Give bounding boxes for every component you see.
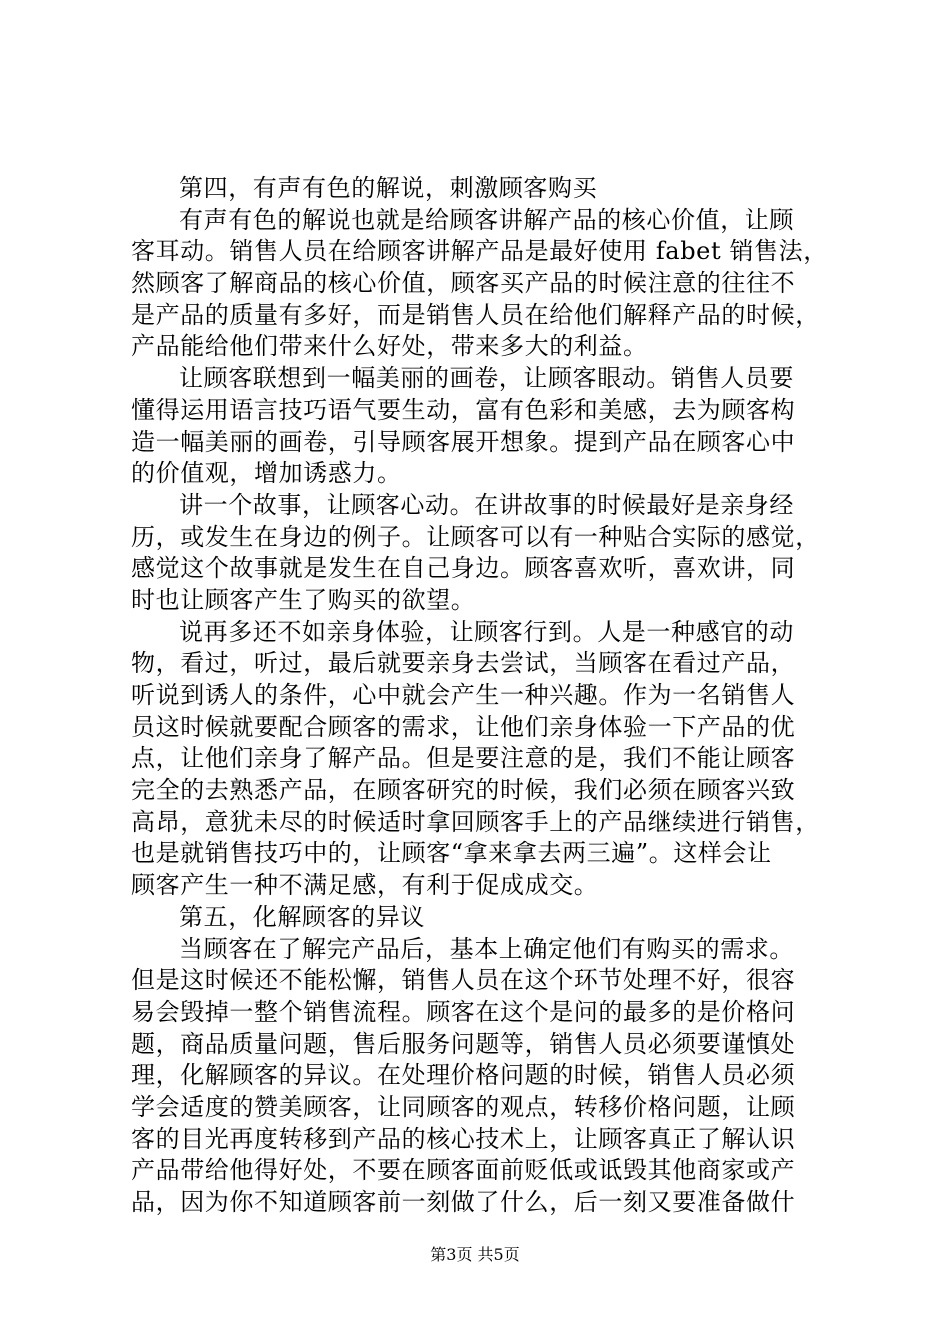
paragraph-line: 客的目光再度转移到产品的核心技术上，让顾客真正了解认识 [131, 1124, 796, 1153]
paragraph-line: 客耳动。销售人员在给顾客讲解产品是最好使用 fabet 销售法， [131, 237, 828, 266]
paragraph-line: 产品能给他们带来什么好处，带来多大的利益。 [131, 332, 648, 361]
paragraph-line: 然顾客了解商品的核心价值，顾客买产品的时候注意的往往不 [131, 269, 796, 298]
section-heading-5: 第五，化解顾客的异议 [179, 902, 425, 931]
paragraph-line: 点，让他们亲身了解产品。但是要注意的是，我们不能让顾客 [131, 744, 796, 773]
paragraph-line: 理，化解顾客的异议。在处理价格问题的时候，销售人员必须 [131, 1061, 796, 1090]
paragraph-line: 说再多还不如亲身体验，让顾客行到。人是一种感官的动 [179, 617, 794, 646]
paragraph-line: 让顾客联想到一幅美丽的画卷，让顾客眼动。销售人员要 [179, 364, 794, 393]
paragraph-line: 易会毁掉一整个销售流程。顾客在这个是问的最多的是价格问 [131, 997, 796, 1026]
document-body [131, 173, 831, 1219]
paragraph-line: 题，商品质量问题，售后服务问题等，销售人员必须要谨慎处 [131, 1029, 796, 1058]
paragraph-line: 是产品的质量有多好，而是销售人员在给他们解释产品的时候， [131, 300, 820, 329]
paragraph-line: 讲一个故事，让顾客心动。在讲故事的时候最好是亲身经 [179, 490, 794, 519]
paragraph-line: 听说到诱人的条件，心中就会产生一种兴趣。作为一名销售人 [131, 681, 796, 709]
paragraph-line: 历，或发生在身边的例子。让顾客可以有一种贴合实际的感觉， [131, 522, 820, 551]
paragraph-line: 物，看过，听过，最后就要亲身去尝试，当顾客在看过产品， [131, 649, 796, 678]
paragraph-line: 也是就销售技巧中的，让顾客“拿来拿去两三遍”。这样会让 [131, 839, 772, 868]
paragraph-line: 当顾客在了解完产品后，基本上确定他们有购买的需求。 [179, 934, 794, 963]
paragraph-line: 感觉这个故事就是发生在自己身边。顾客喜欢听，喜欢讲，同 [131, 554, 796, 583]
paragraph-line: 有声有色的解说也就是给顾客讲解产品的核心价值，让顾 [179, 205, 794, 234]
paragraph-line: 顾客产生一种不满足感，有利于促成成交。 [131, 871, 599, 900]
paragraph-line: 品，因为你不知道顾客前一刻做了什么，后一刻又要准备做什 [131, 1188, 796, 1216]
paragraph-line: 产品带给他得好处，不要在顾客面前贬低或诋毁其他商家或产 [131, 1156, 796, 1185]
paragraph-line: 高昂，意犹未尽的时候适时拿回顾客手上的产品继续进行销售， [131, 807, 820, 836]
paragraph-line: 造一幅美丽的画卷，引导顾客展开想象。提到产品在顾客心中 [131, 427, 796, 456]
paragraph-line: 但是这时候还不能松懈，销售人员在这个环节处理不好，很容 [131, 966, 796, 995]
paragraph-line: 的价值观，增加诱惑力。 [131, 459, 402, 488]
paragraph-line: 完全的去熟悉产品，在顾客研究的时候，我们必须在顾客兴致 [131, 776, 796, 805]
section-heading-4: 第四，有声有色的解说，刺激顾客购买 [179, 174, 598, 202]
paragraph-line: 时也让顾客产生了购买的欲望。 [131, 585, 476, 614]
paragraph-line: 员这时候就要配合顾客的需求，让他们亲身体验一下产品的优 [131, 712, 796, 741]
page-number-footer: 第3页 共5页 [430, 1245, 520, 1264]
paragraph-line: 学会适度的赞美顾客，让同顾客的观点，转移价格问题，让顾 [131, 1092, 796, 1121]
paragraph-line: 懂得运用语言技巧语气要生动，富有色彩和美感，去为顾客构 [131, 395, 796, 424]
